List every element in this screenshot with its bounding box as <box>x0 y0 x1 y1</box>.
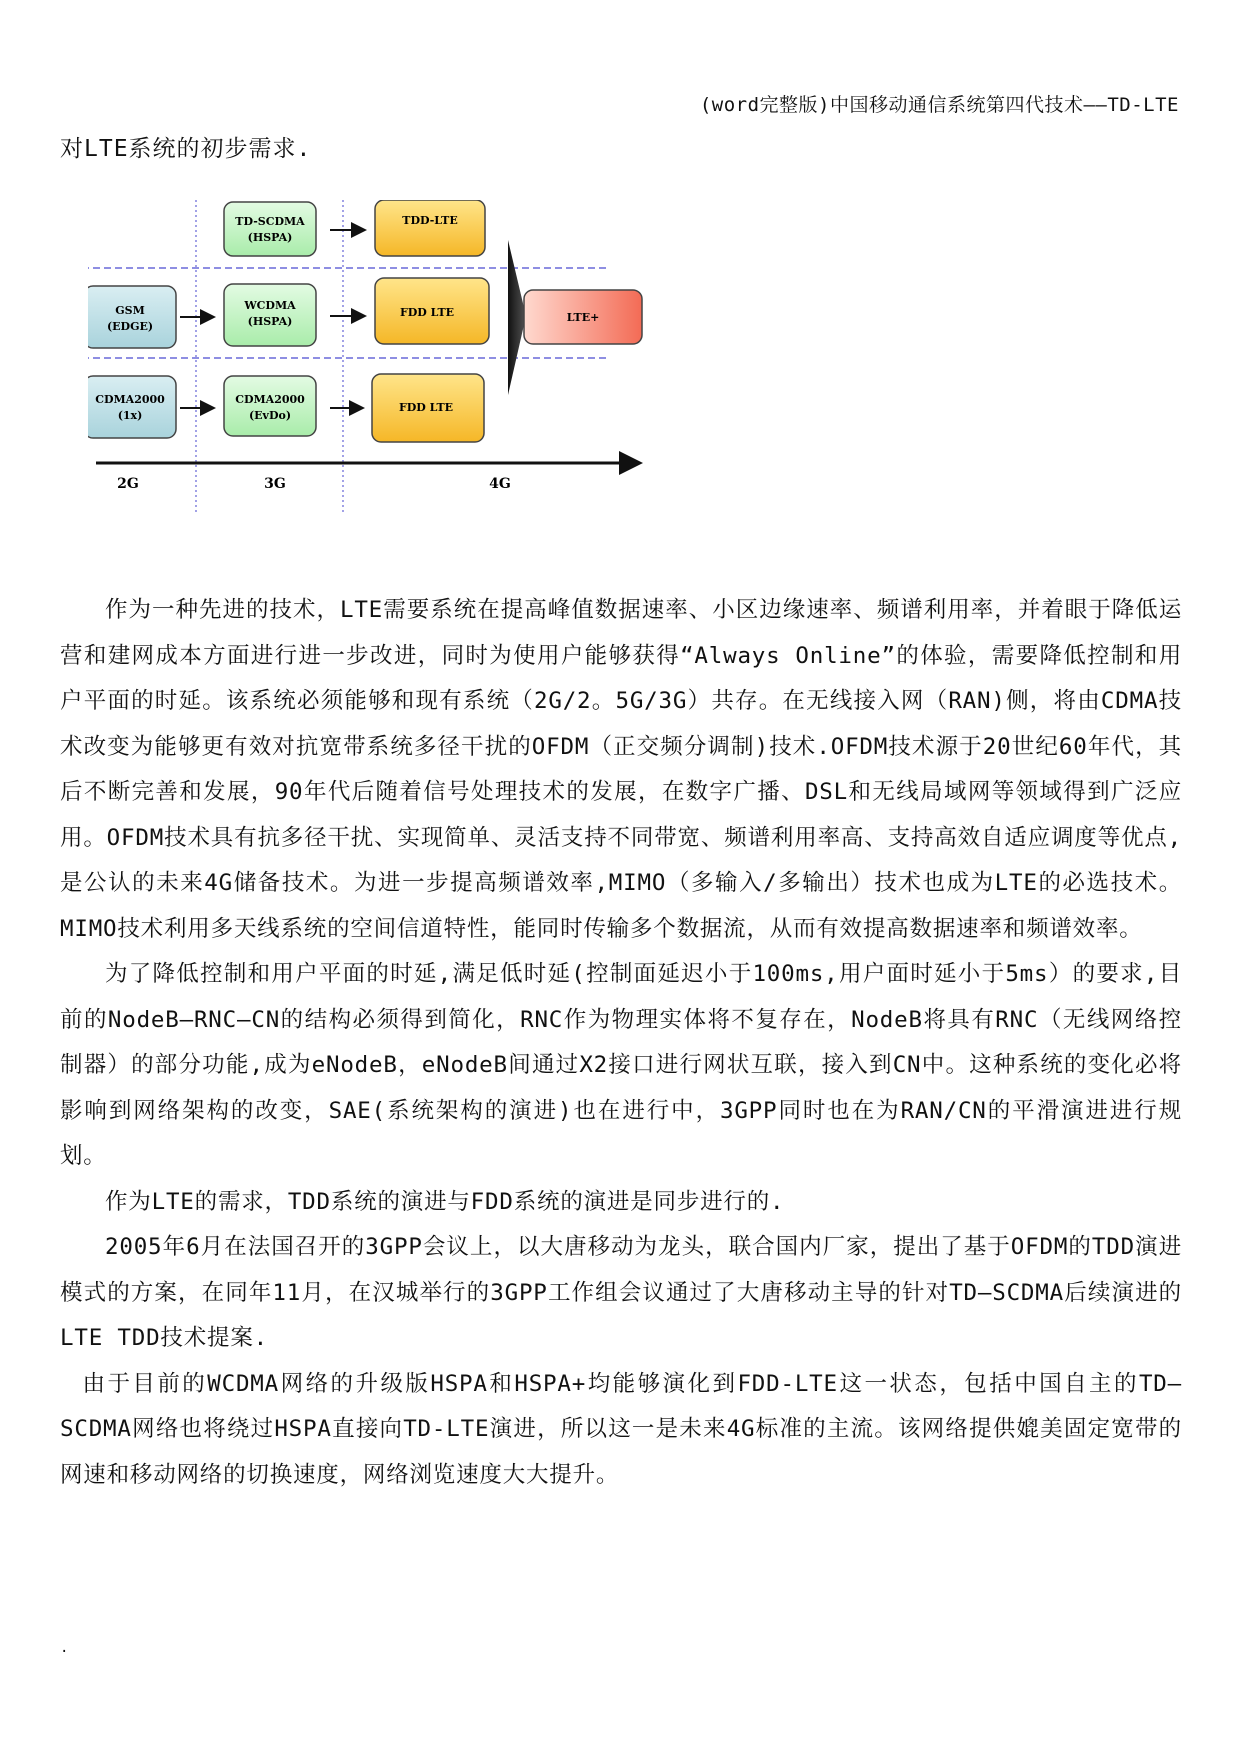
lte-evolution-diagram <box>88 200 728 560</box>
svg-text:FDD LTE: FDD LTE <box>399 306 455 319</box>
page-header: (word完整版)中国移动通信系统第四代技术——TD-LTE <box>699 94 1179 116</box>
axis-label-3g: 3G <box>264 476 286 492</box>
paragraph-3: 作为LTE的需求，TDD系统的演进与FDD系统的演进是同步进行的. <box>105 1188 785 1215</box>
box-tdd-lte <box>375 200 485 256</box>
axis-label-4g: 4G <box>489 476 511 492</box>
svg-text:(EDGE): (EDGE) <box>106 320 154 333</box>
svg-text:FDD LTE: FDD LTE <box>398 401 454 414</box>
box-fdd-lte-1 <box>375 278 489 344</box>
paragraph-5: 由于目前的WCDMA网络的升级版HSPA和HSPA+均能够演化到FDD-LTE这一状态，包括中国自主的TD—SCDMA网络也将绕过HSPA直接向TD-LTE演进，所以这一是未来4G标准的主流。该网络提供媲美固定宽带的网速和移动网络的切换速度，网络浏览速度大大提升。 <box>60 1370 1182 1488</box>
paragraph-2: 为了降低控制和用户平面的时延,满足低时延(控制面延迟小于100ms,用户面时延小于5ms）的要求,目前的NodeB—RNC—CN的结构必须得到简化，RNC作为物理实体将不复存在，NodeB将具有RNC（无线网络控制器）的部分功能,成为eNodeB，eNodeB间通过X2接口进行网状互联，接入到CN中。这种系统的变化必将影响到网络架构的改变，SAE(系统架构的演进)也在进行中，3GPP同时也在为RAN/CN的平滑演进进行规划。 <box>60 961 1182 1169</box>
svg-text:(1x): (1x) <box>117 409 143 422</box>
box-wcdma <box>224 284 316 346</box>
paragraph-1: 作为一种先进的技术，LTE需要系统在提高峰值数据速率、小区边缘速率、频谱利用率，并着眼于降低运营和建网成本方面进行进一步改进，同时为使用户能够获得“Always Online”的体验，需要降低控制和用户平面的时延。该系统必须能够和现有系统（2G/2。5G/3G）共存。在无线接入网（RAN)侧，将由CDMA技术改变为能够更有效对抗宽带系统多径干扰的OFDM（正交频分调制)技术.OFDM技术源于20世纪60年代，其后不断完善和发展，90年代后随着信号处理技术的发展，在数字广播、DSL和无线局域网等领域得到广泛应用。OFDM技术具有抗多径干扰、实现简单、灵活支持不同带宽、频谱利用率高、支持高效自适应调度等优点,是公认的未来4G储备技术。为进一步提高频谱效率,MIMO（多输入/多输出）技术也成为LTE的必选技术。MIMO技术利用多天线系统的空间信道特性，能同时传输多个数据流，从而有效提高数据速率和频谱效率。 <box>60 597 1182 942</box>
svg-text:(EvDo): (EvDo) <box>248 409 292 422</box>
box-cdma2000-1x <box>88 376 176 438</box>
svg-text:TDD-LTE: TDD-LTE <box>402 214 458 227</box>
box-td-scdma <box>224 202 316 256</box>
svg-text:GSM: GSM <box>115 304 145 317</box>
svg-text:CDMA2000: CDMA2000 <box>95 393 165 406</box>
svg-text:(HSPA): (HSPA) <box>247 315 293 328</box>
svg-text:WCDMA: WCDMA <box>244 299 296 312</box>
svg-text:(HSPA): (HSPA) <box>247 231 293 244</box>
paragraph-4: 2005年6月在法国召开的3GPP会议上，以大唐移动为龙头，联合国内厂家，提出了基于OFDM的TDD演进模式的方案，在同年11月，在汉城举行的3GPP工作组会议通过了大唐移动主导的针对TD—SCDMA后续演进的LTE TDD技术提案. <box>60 1234 1182 1351</box>
svg-text:TD-SCDMA: TD-SCDMA <box>235 215 305 228</box>
box-cdma2000-evdo <box>224 376 316 436</box>
box-gsm <box>88 286 176 348</box>
footer-mark: . <box>60 1640 69 1656</box>
axis-label-2g: 2G <box>117 476 139 492</box>
body-text <box>60 588 1182 1498</box>
svg-text:CDMA2000: CDMA2000 <box>235 393 305 406</box>
svg-text:LTE+: LTE+ <box>566 311 600 324</box>
intro-line: 对LTE系统的初步需求. <box>60 136 312 162</box>
box-lte-plus <box>524 290 642 344</box>
box-fdd-lte-2 <box>372 374 484 442</box>
